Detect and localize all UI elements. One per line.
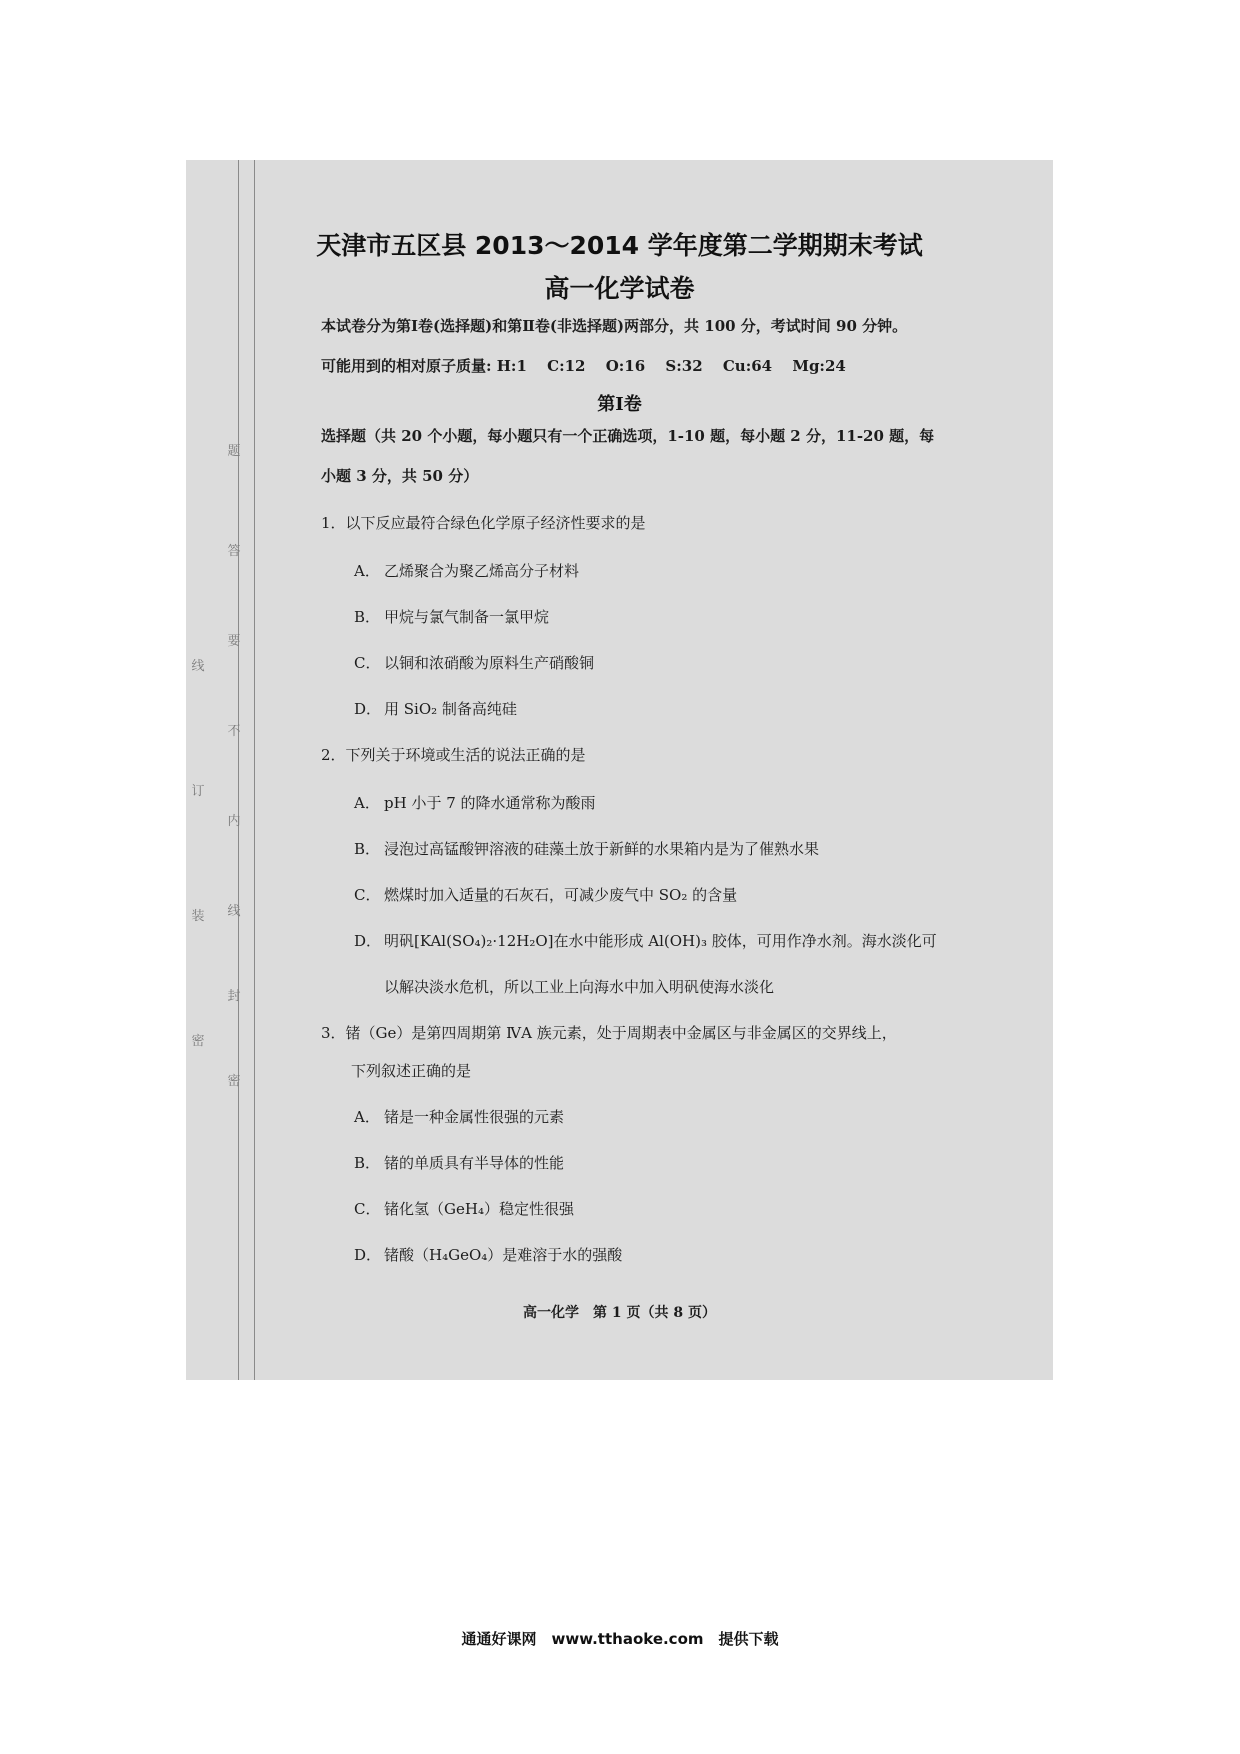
binding-mark: 线 [227, 904, 241, 919]
option-label: C． [354, 1200, 381, 1218]
section-heading: 第Ⅰ卷 [597, 394, 642, 415]
download-credit: 通通好课网 www.tthaoke.com 提供下载 [461, 1630, 779, 1648]
option-label: D． [354, 700, 382, 718]
option-label: D． [354, 1246, 382, 1264]
binding-margin-outer [188, 190, 208, 1380]
binding-mark: 内 [227, 814, 241, 829]
question-1-option-d [354, 698, 517, 719]
question-1-option-b [354, 606, 549, 627]
option-label: A． [354, 794, 380, 812]
question-2-option-c [354, 884, 737, 905]
exam-page-photo [186, 160, 1053, 1380]
binding-rule-inner [254, 160, 255, 1380]
question-2-option-b [354, 838, 819, 859]
option-label: C． [354, 886, 381, 904]
question-3-option-d [354, 1244, 622, 1265]
option-label: C． [354, 654, 381, 672]
question-1-option-c [354, 652, 594, 673]
option-label: B． [354, 608, 381, 626]
question-2-option-d-continuation: 以解决淡水危机，所以工业上向海水中加入明矾使海水淡化 [384, 978, 775, 996]
option-label: D． [354, 932, 382, 950]
option-text: 锗酸（H₄GeO₄）是难溶于水的强酸 [384, 1246, 623, 1264]
page-footer: 高一化学 第 1 页（共 8 页） [523, 1305, 716, 1321]
binding-mark: 线 [191, 659, 205, 674]
question-2-option-d [354, 930, 937, 951]
option-text: 浸泡过高锰酸钾溶液的硅藻土放于新鲜的水果箱内是为了催熟水果 [384, 840, 820, 858]
binding-mark: 密 [191, 1034, 205, 1049]
option-text: 燃煤时加入适量的石灰石，可减少废气中 SO₂ 的含量 [384, 886, 738, 904]
binding-margin-inner [224, 190, 244, 1380]
question-3-option-a [354, 1106, 564, 1127]
question-1-stem: 1．以下反应最符合绿色化学原子经济性要求的是 [321, 514, 646, 532]
option-label: B． [354, 840, 381, 858]
option-text: 甲烷与氯气制备一氯甲烷 [384, 608, 550, 626]
question-3-stem: 3．锗（Ge）是第四周期第 ⅣA 族元素，处于周期表中金属区与非金属区的交界线上， [321, 1024, 897, 1042]
question-3-option-c [354, 1198, 574, 1219]
option-text: 以铜和浓硝酸为原料生产硝酸铜 [384, 654, 595, 672]
exam-intro: 本试卷分为第Ⅰ卷(选择题)和第Ⅱ卷(非选择题)两部分，共 100 分，考试时间 90 分钟。 [321, 317, 908, 335]
binding-mark: 密 [227, 1074, 241, 1089]
option-text: pH 小于 7 的降水通常称为酸雨 [384, 794, 596, 812]
binding-mark: 要 [227, 634, 241, 649]
binding-mark: 订 [191, 784, 205, 799]
binding-mark: 答 [227, 544, 241, 559]
option-text: 锗是一种金属性很强的元素 [384, 1108, 565, 1126]
exam-title: 天津市五区县 2013～2014 学年度第二学期期末考试 [316, 231, 923, 260]
option-text: 明矾[KAl(SO₄)₂·12H₂O]在水中能形成 Al(OH)₃ 胶体，可用作净水剂。海水淡化可 [384, 932, 937, 950]
instructions-line-1: 选择题（共 20 个小题，每小题只有一个正确选项，1-10 题，每小题 2 分，11-20 题，每 [321, 427, 935, 445]
atomic-mass-line: 可能用到的相对原子质量: H:1 C:12 O:16 S:32 Cu:64 Mg:24 [321, 357, 846, 375]
question-2-stem: 2．下列关于环境或生活的说法正确的是 [321, 746, 586, 764]
question-3-stem-continued: 下列叙述正确的是 [351, 1062, 472, 1080]
binding-mark: 装 [191, 909, 205, 924]
option-text: 乙烯聚合为聚乙烯高分子材料 [384, 562, 580, 580]
option-text: 锗的单质具有半导体的性能 [384, 1154, 565, 1172]
exam-subtitle: 高一化学试卷 [544, 274, 695, 303]
instructions-line-2: 小题 3 分，共 50 分） [321, 467, 479, 485]
option-text: 锗化氢（GeH₄）稳定性很强 [384, 1200, 574, 1218]
option-label: A． [354, 562, 380, 580]
binding-mark: 不 [227, 724, 241, 739]
binding-mark: 题 [227, 444, 241, 459]
option-text: 用 SiO₂ 制备高纯硅 [384, 700, 517, 718]
question-1-option-a [354, 560, 579, 581]
option-label: B． [354, 1154, 381, 1172]
option-label: A． [354, 1108, 380, 1126]
binding-mark: 封 [227, 989, 241, 1004]
question-2-option-a [354, 792, 596, 813]
question-3-option-b [354, 1152, 564, 1173]
